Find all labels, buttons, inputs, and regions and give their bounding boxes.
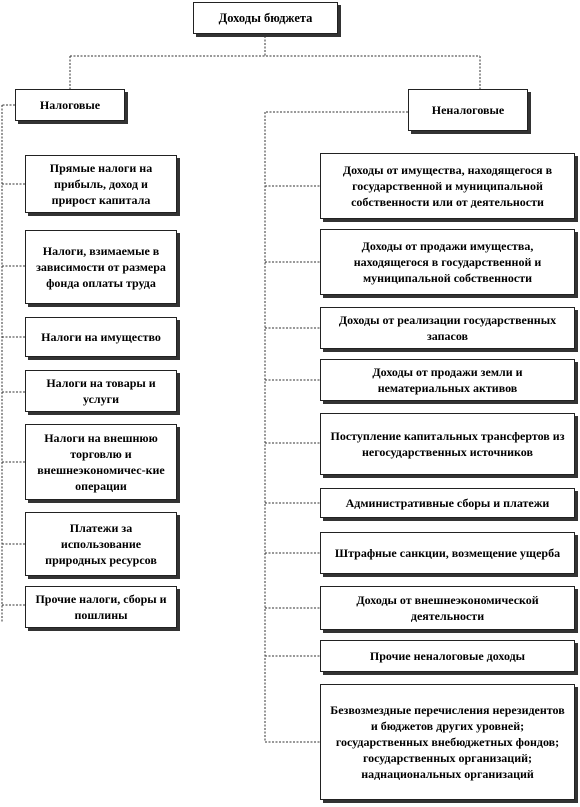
budget-revenue-title: Доходы бюджета bbox=[193, 2, 338, 34]
non-tax-item: Доходы от продажи земли и нематериальных активов bbox=[320, 359, 575, 401]
non-tax-item: Доходы от внешнеэкономической деятельности bbox=[320, 586, 575, 630]
non-tax-item: Доходы от реализации государственных запасов bbox=[320, 307, 575, 349]
tax-item: Налоги на имущество bbox=[25, 317, 177, 357]
non-tax-item: Штрафные санкции, возмещение ущерба bbox=[320, 532, 575, 574]
non-tax-item: Прочие неналоговые доходы bbox=[320, 640, 575, 672]
tax-item: Налоги, взимаемые в зависимости от размера фонда оплаты труда bbox=[25, 230, 177, 304]
tax-revenue-heading: Налоговые bbox=[15, 89, 125, 121]
non-tax-item: Доходы от продажи имущества, находящегося в государственной и муниципальной собственности bbox=[320, 229, 575, 295]
non-tax-revenue-heading: Неналоговые bbox=[408, 89, 528, 131]
non-tax-item: Поступление капитальных трансфертов из негосударственных источников bbox=[320, 413, 575, 475]
tax-item: Налоги на товары и услуги bbox=[25, 370, 177, 412]
tax-item: Платежи за использование природных ресурсов bbox=[25, 512, 177, 576]
non-tax-item: Безвозмездные перечисления нерезидентов и бюджетов других уровней; государственных внебюджетных фондов; государственных организаций; наднациональных организаций bbox=[320, 684, 575, 800]
tax-item: Прямые налоги на прибыль, доход и прирост капитала bbox=[25, 155, 177, 213]
tax-item: Прочие налоги, сборы и пошлины bbox=[25, 586, 177, 628]
non-tax-item: Доходы от имущества, находящегося в государственной и муниципальной собственности или от деятельности bbox=[320, 153, 575, 219]
non-tax-item: Административные сборы и платежи bbox=[320, 488, 575, 518]
tax-item: Налоги на внешнюю торговлю и внешнеэкономичес-кие операции bbox=[25, 424, 177, 500]
